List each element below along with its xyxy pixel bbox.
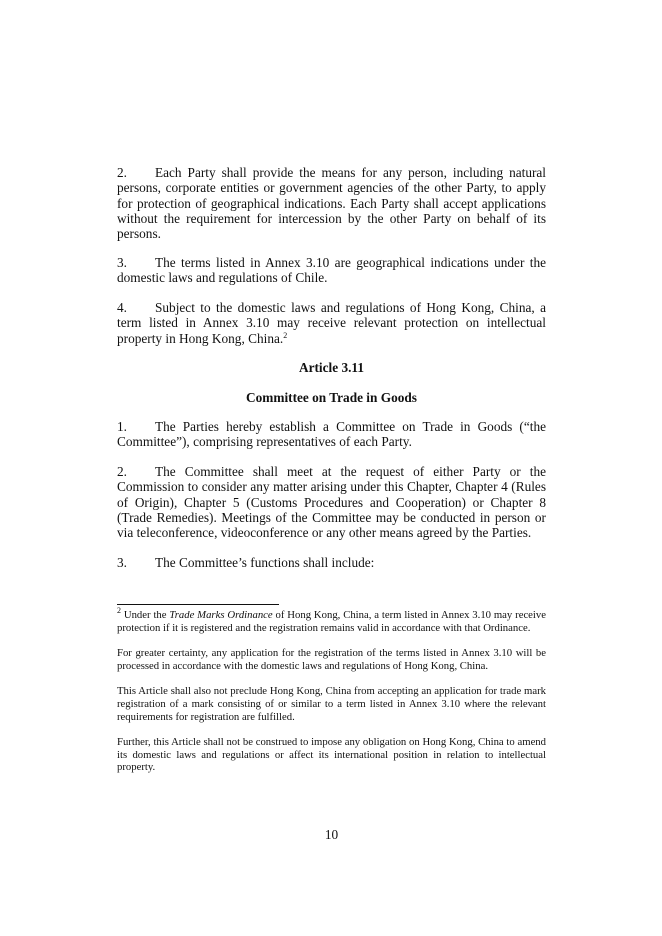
paragraph-2-geographical-indications	[117, 165, 546, 241]
footnote-part-2: For greater certainty, any application for the registration of the terms listed in Annex 3.10 will be processed in accordance with the domestic laws and regulations of Hong Kong, China.	[117, 647, 546, 672]
paragraph-number: 1.	[117, 419, 127, 434]
footnote-separator	[117, 604, 279, 605]
article-paragraph-1	[117, 419, 546, 450]
article-number: Article 3.11	[299, 360, 364, 375]
footnote-italic-title: Trade Marks Ordinance	[169, 609, 273, 621]
footnote-marker: 2	[117, 606, 121, 615]
paragraph-number: 2.	[117, 464, 127, 479]
footnote-part-4: Further, this Article shall not be construed to impose any obligation on Hong Kong, China to amend its domestic laws and regulations or affect its international position in relation to intellectual property.	[117, 736, 546, 774]
footnote-text: of Hong Kong, China, a term listed in Annex 3.10 may receive protection if it is registered and the registration remains valid in accordance with that Ordinance.	[117, 609, 546, 634]
footnote-part-3: This Article shall also not preclude Hong Kong, China from accepting an application for trade mark registration of a mark consisting of or similar to a term listed in Annex 3.10 where the relevant requirements for registration are fulfilled.	[117, 685, 546, 723]
paragraph-text: Each Party shall provide the means for any person, including natural persons, corporate entities or government agencies of the other Party, to apply for protection of geographical indications. Each Party shall accept applications without the requirement for intercession by the other Party on behalf of its persons.	[117, 165, 546, 242]
article-paragraph-2	[117, 464, 546, 540]
paragraph-number: 3.	[117, 255, 127, 270]
paragraph-text: The Parties hereby establish a Committee on Trade in Goods (“the Committee”), comprising representatives of each Party.	[117, 419, 546, 450]
paragraph-text: The Committee shall meet at the request of either Party or the Commission to consider any matter arising under this Chapter, Chapter 4 (Rules of Origin), Chapter 5 (Customs Procedures and Cooperation) or Chapter 8 (Trade Remedies). Meetings of the Committee may be conducted in person or via teleconference, videoconference or any other means agreed by the Parties.	[117, 464, 546, 541]
footnote-block	[117, 606, 546, 774]
paragraph-4-hong-kong-protection	[117, 300, 546, 346]
article-paragraph-3	[117, 555, 546, 570]
page-number: 10	[324, 827, 339, 842]
paragraph-3-chile-terms	[117, 255, 546, 286]
paragraph-number: 4.	[117, 300, 127, 315]
paragraph-number: 2.	[117, 165, 127, 180]
paragraph-text: The Committee’s functions shall include:	[155, 555, 375, 570]
paragraph-text: Subject to the domestic laws and regulations of Hong Kong, China, a term listed in Annex 3.10 may receive relevant protection on intellectual property in Hong Kong, China.	[117, 300, 546, 346]
footnote-text: Under the	[123, 609, 170, 621]
footnote-reference[interactable]: 2	[283, 330, 288, 340]
footnote-part-1	[117, 606, 546, 634]
paragraph-text: The terms listed in Annex 3.10 are geographical indications under the domestic laws and regulations of Chile.	[117, 255, 546, 286]
article-title: Committee on Trade in Goods	[246, 390, 417, 405]
paragraph-number: 3.	[117, 555, 127, 570]
